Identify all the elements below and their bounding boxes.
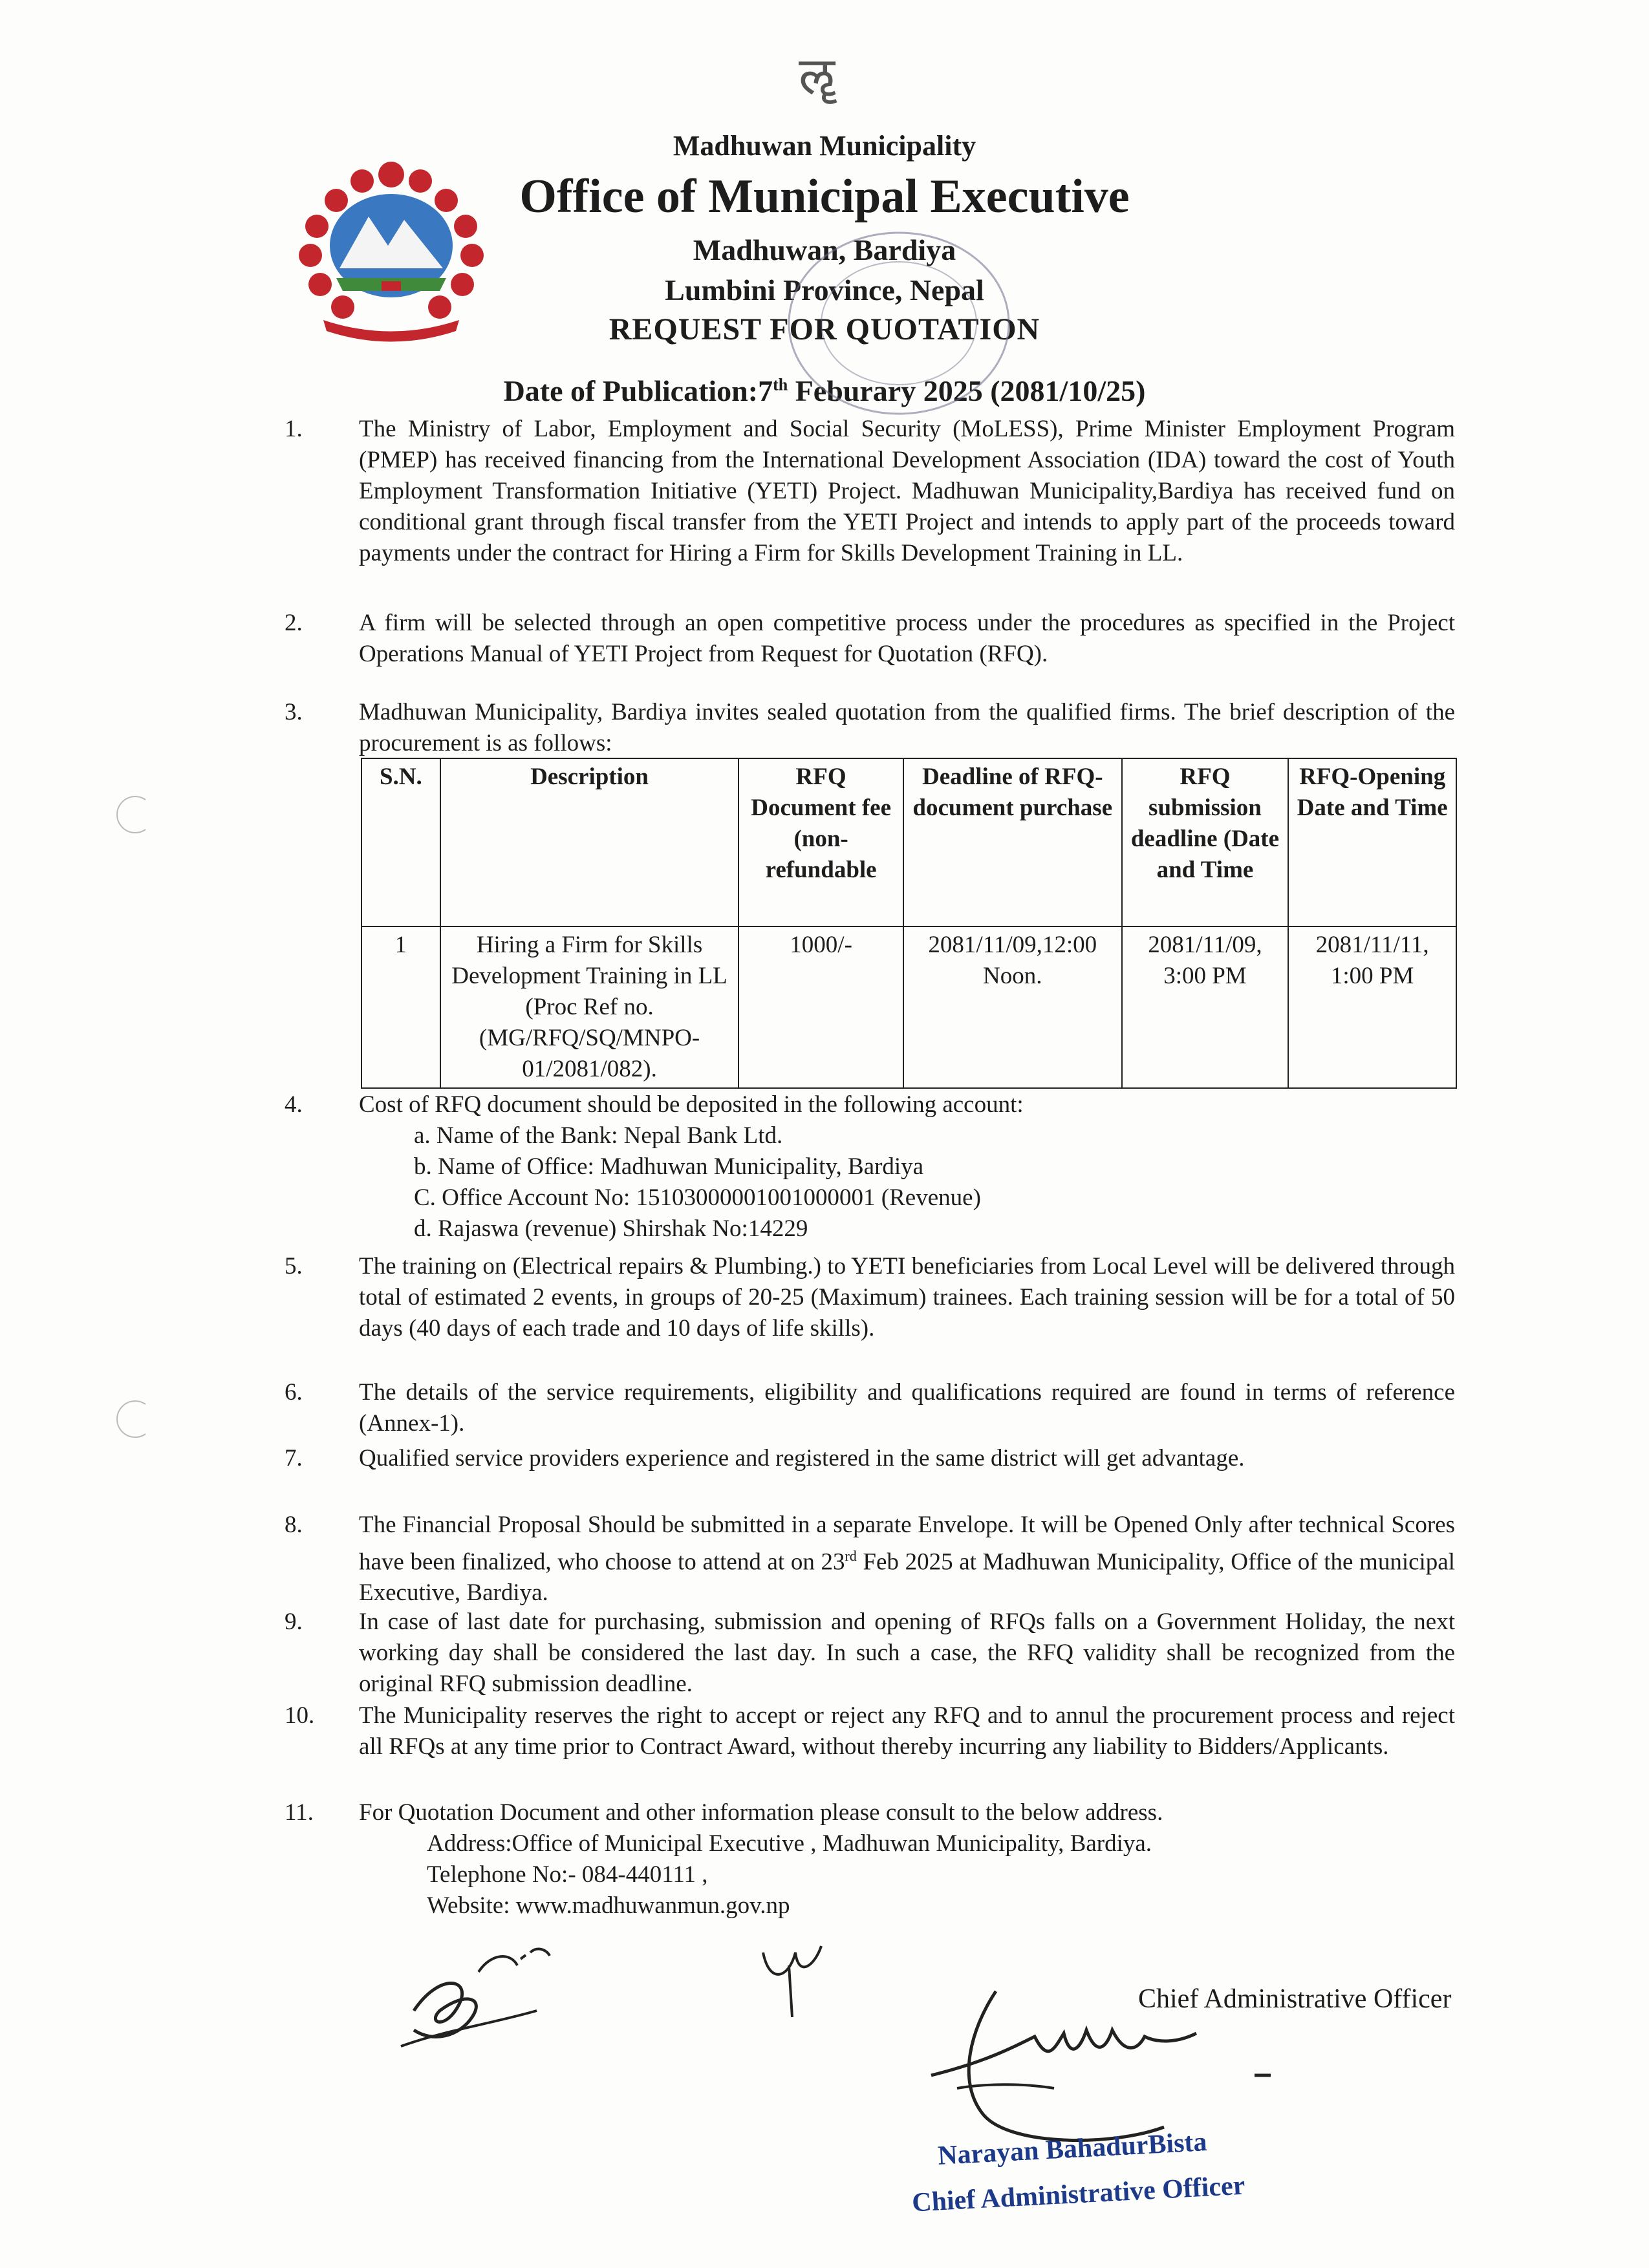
col-header-document-fee: RFQ Document fee (non-refundable [738,758,903,926]
contact-website: Website: www.madhuwanmun.gov.np [427,1892,790,1919]
municipality-name: Madhuwan Municipality [673,130,976,162]
contact-address: Address:Office of Municipal Executive , Madhuwan Municipality, Bardiya. [427,1830,1152,1857]
col-header-submission-deadline: RFQ submission deadline (Date and Time [1122,758,1289,926]
cell-purchase-deadline: 2081/11/09,12:00 Noon. [903,926,1122,1088]
cell-submission-deadline: 2081/11/09, 3:00 PM [1122,926,1289,1088]
cell-opening-date: 2081/11/11, 1:00 PM [1288,926,1456,1088]
clause-4: 4. Cost of RFQ document should be deposited in the following account: [285,1091,1024,1118]
table-row [361,926,1456,1088]
publication-date: Date of Publication:7th Feburary 2025 (2081/10/25) [503,374,1146,407]
office-stamp [776,220,1022,427]
clause-1: 1. The Ministry of Labor, Employment and Social Security (MoLESS), Prime Minister Employment Program (PMEP) has received financing from the International Development Association (IDA) toward the cost of Youth Employment Transformation Initiative (YETI) Project. Madhuwan Municipality,Bardiya has received fund on conditional grant through fiscal transfer from the YETI Project and intends to apply part of the proceeds toward payments under the contract for Hiring a Firm for Skills Development Training in LL. [285,416,1455,566]
signatory-name: Narayan BahadurBista [937,2127,1208,2171]
signatory-role-bottom: Chief Administrative Officer [911,2170,1246,2218]
clause-2: 2. A firm will be selected through an open competitive process under the procedures as specified in the Project Operations Manual of YETI Project from Request for Quotation (RFQ). [285,610,1455,667]
clause-7: 7. Qualified service providers experience and registered in the same district will get advantage. [285,1445,1245,1471]
clause-6: 6. The details of the service requirements, eligibility and qualifications required are found in terms of reference (Annex-1). [285,1379,1455,1437]
table-header-row [361,758,1456,926]
procurement-table [361,758,1457,1089]
clause-10: 10. The Municipality reserves the right to accept or reject any RFQ and to annul the procurement process and reject all RFQs at any time prior to Contract Award, without thereby incurring any liability to Bidders/Applicants. [285,1702,1455,1760]
revenue-heading-number: d. Rajaswa (revenue) Shirshak No:14229 [414,1215,808,1242]
col-header-sn: S.N. [361,758,440,926]
cell-sn: 1 [361,926,440,1088]
col-header-purchase-deadline: Deadline of RFQ-document purchase [903,758,1122,926]
bank-name: a. Name of the Bank: Nepal Bank Ltd. [414,1122,783,1149]
contact-details [427,1828,1461,1921]
address-line-2: Lumbini Province, Nepal [665,273,984,306]
clause-5: 5. The training on (Electrical repairs & Plumbing.) to YETI beneficiaries from Local Level will be delivered through total of estimated 2 events, in groups of 20-25 (Maximum) trainees. Each training session will be for a total of 50 days (40 days of each trade and 10 days of life skills). [285,1253,1455,1342]
punch-hole-icon [110,792,155,837]
clause-8: 8. The Financial Proposal Should be submitted in a separate Envelope. It will be Opened Only after technical Scores have been finalized, who choose to attend at on 23rd Feb 2025 at Madhuwan Municipality, Office of the municipal Executive, Bardiya. [285,1512,1456,1607]
col-header-opening-date: RFQ-Opening Date and Time [1288,758,1456,926]
document-title: REQUEST FOR QUOTATION [609,312,1040,347]
top-handwritten-mark: ॡ [799,48,835,105]
office-title: Office of Municipal Executive [519,170,1130,223]
account-number: C. Office Account No: 15103000001001000001 (Revenue) [414,1184,981,1211]
clause-9: 9. In case of last date for purchasing, submission and opening of RFQs falls on a Government Holiday, the next working day shall be considered the last day. In such a case, the RFQ validity shall be recognized from the original RFQ submission deadline. [285,1609,1455,1697]
cell-document-fee: 1000/- [738,926,903,1088]
col-header-description: Description [440,758,738,926]
cell-description: Hiring a Firm for Skills Development Training in LL (Proc Ref no. (MG/RFQ/SQ/MNPO-01/2081/082). [440,926,738,1088]
bank-account-details [414,1120,1449,1245]
contact-telephone: Telephone No:- 084-440111 , [427,1861,708,1888]
clause-3: 3. Madhuwan Municipality, Bardiya invites sealed quotation from the qualified firms. The brief description of the procurement is as follows: [285,699,1455,756]
office-name: b. Name of Office: Madhuwan Municipality, Bardiya [414,1153,924,1180]
signatory-role-top: Chief Administrative Officer [1138,1984,1452,2014]
handwritten-initials [744,1927,847,2030]
handwritten-signature-left [388,1933,595,2062]
punch-hole-icon [110,1396,155,1442]
address-line-1: Madhuwan, Bardiya [693,233,956,266]
clause-11: 11. For Quotation Document and other information please consult to the below address. [285,1799,1163,1826]
